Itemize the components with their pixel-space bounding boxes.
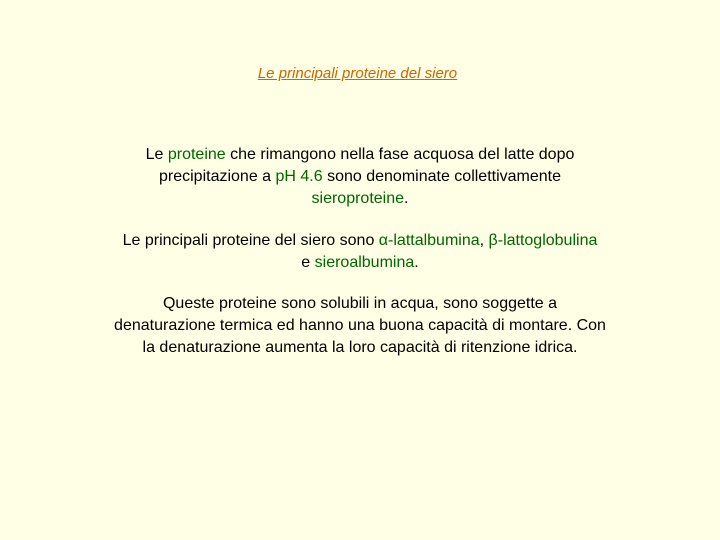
paragraph-properties	[0, 293, 720, 359]
text-span: ,	[479, 232, 489, 249]
text-span: sono denominate collettivamente	[322, 168, 562, 185]
text-span: precipitazione a	[158, 168, 276, 185]
text-span: e	[301, 254, 315, 271]
text-span: Le	[145, 146, 168, 163]
text-line: la denaturazione aumenta la loro capacità di ritenzione idrica.	[142, 339, 578, 356]
highlight-ph: pH 4.6	[275, 168, 323, 185]
slide-title: Le principali proteine del siero	[257, 65, 458, 82]
text-span: Le principali proteine del siero sono	[122, 232, 379, 249]
text-span: .	[414, 254, 419, 271]
highlight-proteine: proteine	[167, 146, 226, 163]
highlight-sieroalbumina: sieroalbumina	[314, 254, 415, 271]
text-line: denaturazione termica ed hanno una buona capacità di montare. Con	[114, 317, 606, 334]
paragraph-main-proteins	[0, 230, 720, 274]
text-span: .	[404, 190, 409, 207]
text-span: che rimangono nella fase acquosa del latte dopo	[225, 146, 575, 163]
highlight-alpha-lattalbumina: α-lattalbumina	[378, 232, 480, 249]
highlight-beta-lattoglobulina: β-lattoglobulina	[488, 232, 598, 249]
paragraph-definition	[0, 144, 720, 210]
highlight-sieroproteine: sieroproteine	[311, 190, 405, 207]
text-line: Queste proteine sono solubili in acqua, sono soggette a	[162, 295, 558, 312]
